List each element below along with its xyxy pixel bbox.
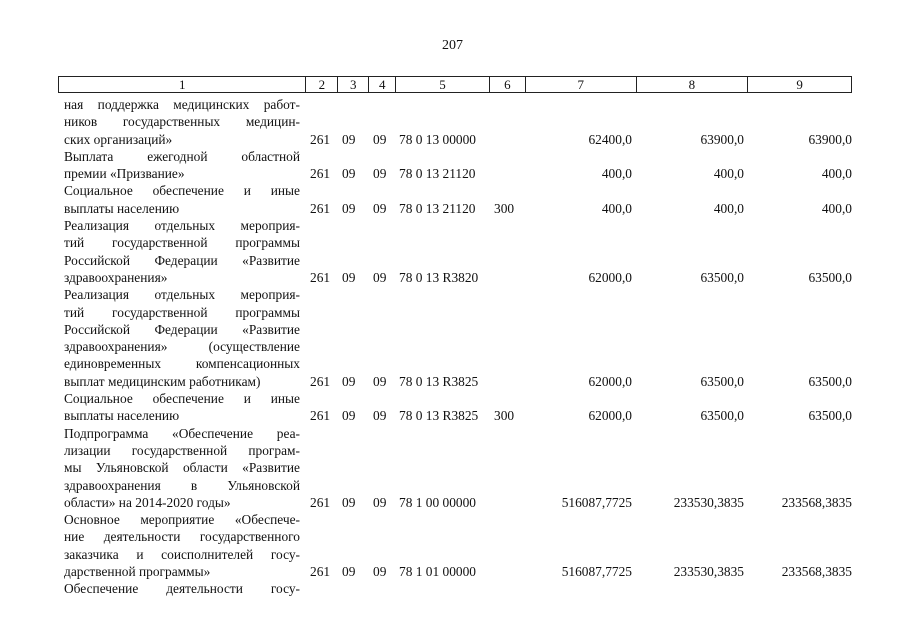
- description-line: здравоохранения в Ульяновской: [64, 477, 300, 493]
- header-col-1: 1: [59, 77, 306, 92]
- header-col-2: 2: [306, 77, 338, 92]
- amount-col-9: 233568,3835: [781, 494, 852, 510]
- row-values: [310, 407, 854, 424]
- description-line: Подпрограмма «Обеспечение реа-: [64, 425, 300, 441]
- section-code: 09: [342, 269, 356, 285]
- amount-col-9: 63500,0: [808, 269, 852, 285]
- section-code: 09: [342, 166, 356, 182]
- description-line: ная поддержка медицинских работ-: [64, 97, 300, 112]
- description-line: Основное мероприятие «Обеспече-: [64, 512, 300, 528]
- amount-col-8: 63500,0: [700, 373, 744, 389]
- table-row: [64, 182, 854, 217]
- header-col-3: 3: [338, 77, 369, 92]
- description-line: ние деятельности государственного: [64, 529, 300, 545]
- ministry-code: 261: [310, 166, 331, 182]
- description-line: здравоохранения»: [64, 269, 168, 285]
- target-article-code: 78 1 01 00000: [399, 564, 476, 580]
- row-description: [64, 425, 300, 511]
- description-line: Российской Федерации «Развитие: [64, 321, 300, 337]
- description-line: мы Ульяновской области «Развитие: [64, 460, 300, 476]
- expense-type-code: 300: [494, 200, 515, 216]
- description-line: ников государственных медицин-: [64, 114, 300, 130]
- description-line: Российской Федерации «Развитие: [64, 252, 300, 268]
- subsection-code: 09: [373, 200, 387, 216]
- row-description: [64, 511, 300, 580]
- description-line: Социальное обеспечение и иные: [64, 391, 300, 407]
- subsection-code: 09: [373, 269, 387, 285]
- target-article-code: 78 0 13 21120: [399, 200, 476, 216]
- description-line: Социальное обеспечение и иные: [64, 183, 300, 199]
- row-description: [64, 580, 300, 597]
- ministry-code: 261: [310, 373, 331, 389]
- row-description: [64, 217, 300, 286]
- section-code: 09: [342, 564, 356, 580]
- row-values: [310, 269, 854, 286]
- ministry-code: 261: [310, 494, 331, 510]
- amount-col-7: 62000,0: [588, 373, 632, 389]
- header-col-8: 8: [637, 77, 749, 92]
- row-values: [310, 131, 854, 148]
- description-line: выплат медицинским работникам): [64, 373, 261, 389]
- section-code: 09: [342, 494, 356, 510]
- amount-col-8: 400,0: [713, 166, 744, 182]
- ministry-code: 261: [310, 269, 331, 285]
- section-code: 09: [342, 408, 356, 424]
- row-description: [64, 96, 300, 148]
- amount-col-7: 516087,7725: [561, 564, 632, 580]
- amount-col-9: 63500,0: [808, 408, 852, 424]
- amount-col-8: 63500,0: [700, 269, 744, 285]
- amount-col-9: 63900,0: [808, 131, 852, 147]
- ministry-code: 261: [310, 131, 331, 147]
- table-row: [64, 390, 854, 425]
- description-line: выплаты населению: [64, 200, 180, 216]
- description-line: выплаты населению: [64, 408, 180, 424]
- table-row: [64, 286, 854, 390]
- amount-col-7: 400,0: [601, 166, 632, 182]
- ministry-code: 261: [310, 408, 331, 424]
- page-number: 207: [442, 38, 463, 53]
- table-body: [64, 96, 854, 598]
- ministry-code: 261: [310, 564, 331, 580]
- description-line: тий государственной программы: [64, 235, 300, 251]
- amount-col-7: 62400,0: [588, 131, 632, 147]
- amount-col-8: 233530,3835: [673, 564, 744, 580]
- table-row: [64, 580, 854, 597]
- amount-col-9: 233568,3835: [781, 564, 852, 580]
- description-line: заказчика и соисполнителей госу-: [64, 546, 300, 562]
- header-col-9: 9: [796, 77, 803, 92]
- description-line: премии «Призвание»: [64, 166, 185, 182]
- amount-col-8: 400,0: [713, 200, 744, 216]
- subsection-code: 09: [373, 373, 387, 389]
- table-row: [64, 96, 854, 148]
- description-line: Обеспечение деятельности госу-: [64, 581, 300, 597]
- target-article-code: 78 0 13 R3825: [399, 373, 479, 389]
- subsection-code: 09: [373, 564, 387, 580]
- amount-col-9: 63500,0: [808, 373, 852, 389]
- description-line: лизации государственной програм-: [64, 442, 300, 458]
- row-description: [64, 182, 300, 217]
- amount-col-8: 63900,0: [700, 131, 744, 147]
- target-article-code: 78 0 13 00000: [399, 131, 476, 147]
- description-line: ских организаций»: [64, 131, 173, 147]
- row-values: [310, 563, 854, 580]
- row-values: [310, 580, 854, 597]
- header-col-5: 5: [396, 77, 490, 92]
- table-row: [64, 425, 854, 511]
- target-article-code: 78 1 00 00000: [399, 494, 476, 510]
- target-article-code: 78 0 13 R3820: [399, 269, 479, 285]
- description-line: Реализация отдельных мероприя-: [64, 218, 300, 234]
- table-header: [58, 76, 852, 93]
- section-code: 09: [342, 131, 356, 147]
- header-col-7: 7: [526, 77, 637, 92]
- row-description: [64, 148, 300, 183]
- description-line: Реализация отдельных мероприя-: [64, 287, 300, 303]
- table-row: [64, 148, 854, 183]
- amount-col-9: 400,0: [821, 166, 852, 182]
- table-row: [64, 217, 854, 286]
- amount-col-9: 400,0: [821, 200, 852, 216]
- row-description: [64, 286, 300, 390]
- subsection-code: 09: [373, 494, 387, 510]
- amount-col-8: 233530,3835: [673, 494, 744, 510]
- ministry-code: 261: [310, 200, 331, 216]
- header-col-6: 6: [490, 77, 526, 92]
- expense-type-code: 300: [494, 408, 515, 424]
- subsection-code: 09: [373, 166, 387, 182]
- row-values: [310, 165, 854, 182]
- header-col-4: 4: [369, 77, 396, 92]
- target-article-code: 78 0 13 21120: [399, 166, 476, 182]
- description-line: дарственной программы»: [64, 564, 211, 580]
- section-code: 09: [342, 373, 356, 389]
- description-line: здравоохранения» (осуществление: [64, 339, 300, 355]
- target-article-code: 78 0 13 R3825: [399, 408, 479, 424]
- subsection-code: 09: [373, 408, 387, 424]
- row-values: [310, 373, 854, 390]
- row-values: [310, 200, 854, 217]
- description-line: тий государственной программы: [64, 304, 300, 320]
- amount-col-7: 62000,0: [588, 269, 632, 285]
- amount-col-7: 62000,0: [588, 408, 632, 424]
- subsection-code: 09: [373, 131, 387, 147]
- description-line: области» на 2014-2020 годы»: [64, 494, 231, 510]
- amount-col-7: 516087,7725: [561, 494, 632, 510]
- table-row: [64, 511, 854, 580]
- description-line: Выплата ежегодной областной: [64, 148, 300, 164]
- amount-col-7: 400,0: [601, 200, 632, 216]
- section-code: 09: [342, 200, 356, 216]
- row-description: [64, 390, 300, 425]
- row-values: [310, 494, 854, 511]
- amount-col-8: 63500,0: [700, 408, 744, 424]
- description-line: единовременных компенсационных: [64, 356, 300, 372]
